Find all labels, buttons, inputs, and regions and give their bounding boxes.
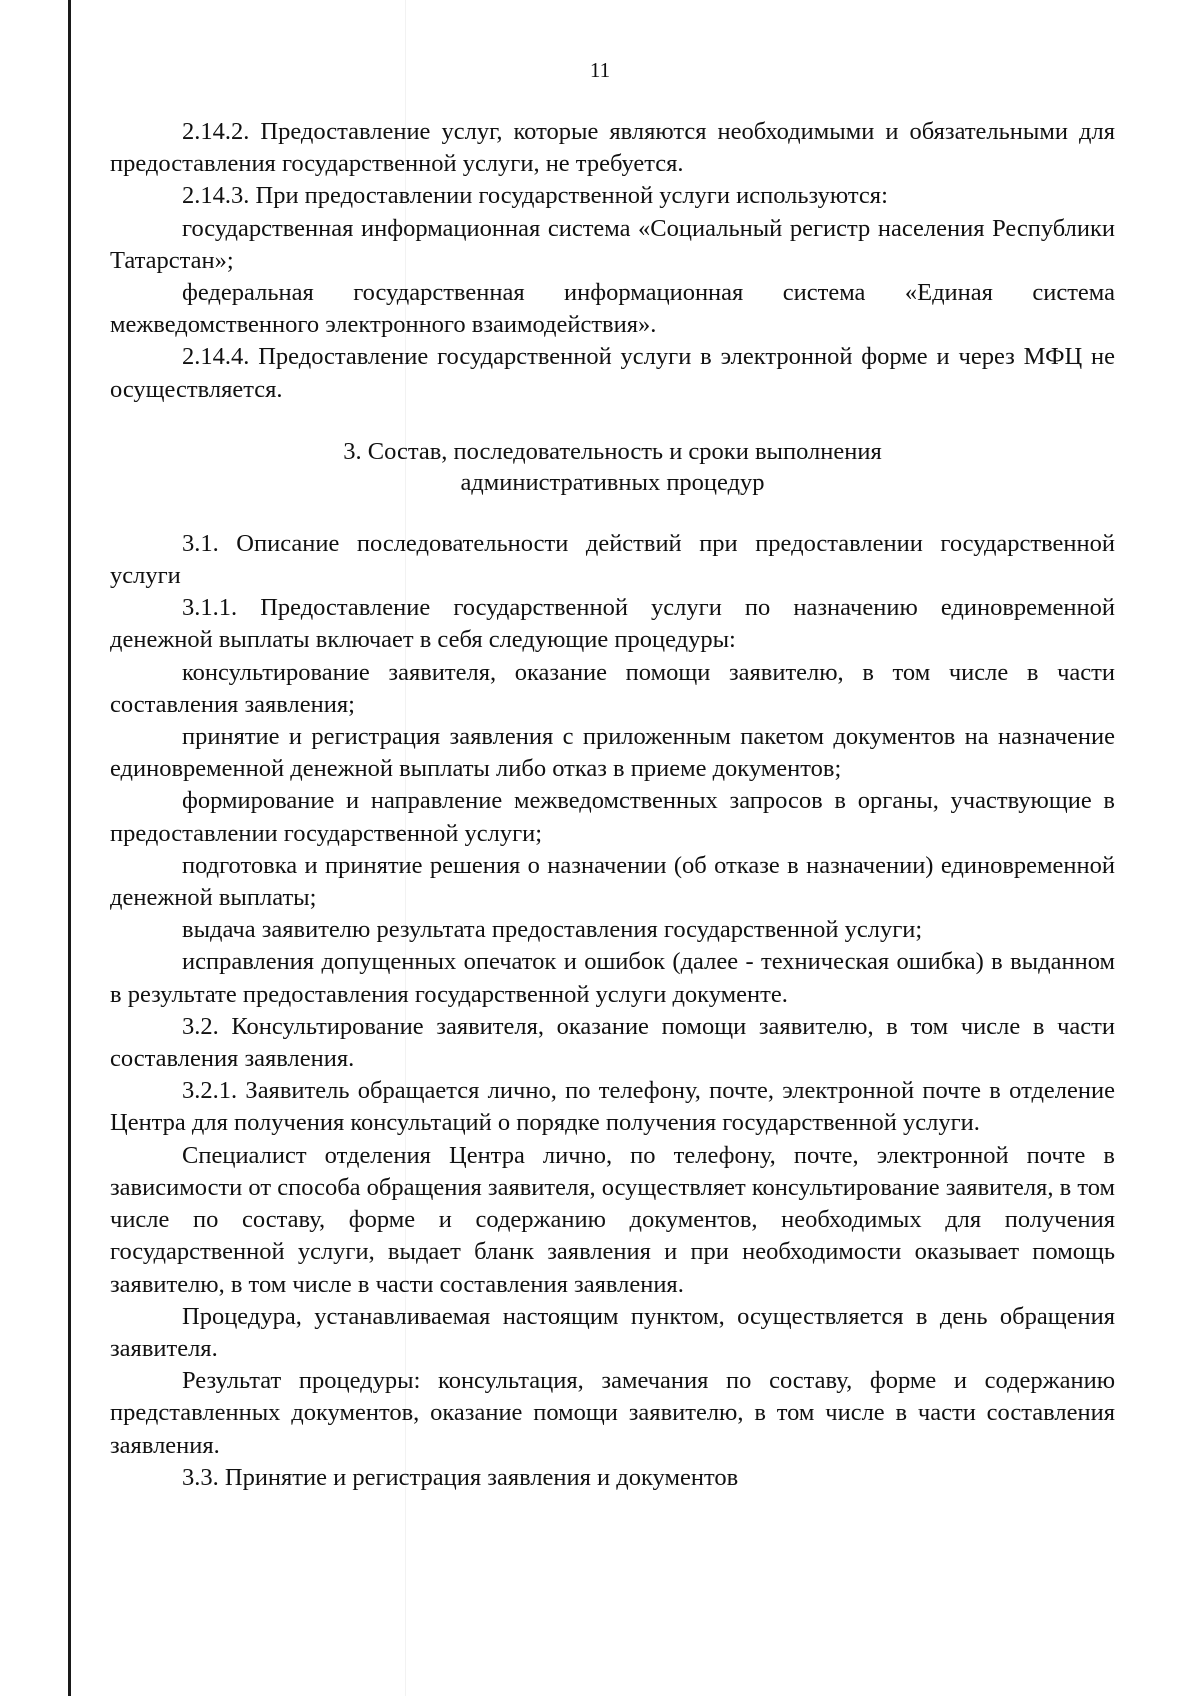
section-3-heading-line1: 3. Состав, последовательность и сроки выполнения (343, 437, 882, 465)
scan-left-border (68, 0, 71, 1696)
procedure-item-corrections: исправления допущенных опечаток и ошибок (далее - техническая ошибка) в выданном в результате предоставления государственной услуги документе. (110, 948, 1115, 1008)
paragraph-2-14-2: 2.14.2. Предоставление услуг, которые являются необходимыми и обязательными для предоставления государственной услуги, не требуется. (110, 118, 1115, 178)
paragraph-social-register: государственная информационная система «Социальный регистр населения Республики Татарстан»; (110, 214, 1115, 274)
paragraph-3-2-1: 3.2.1. Заявитель обращается лично, по телефону, почте, электронной почте в отделение Центра для получения консультаций о порядке получения государственной услуги. (110, 1077, 1115, 1137)
paragraph-federal-system: федеральная государственная информационная система «Единая система межведомственного электронного взаимодействия». (110, 279, 1115, 339)
paragraph-procedure-timing: Процедура, устанавливаемая настоящим пунктом, осуществляется в день обращения заявителя. (110, 1302, 1115, 1362)
paragraph-3-1: 3.1. Описание последовательности действий при предоставлении государственной услуги (110, 529, 1115, 590)
document-body (110, 116, 1115, 1494)
procedure-item-issuance: выдача заявителю результата предоставления государственной услуги; (182, 916, 923, 944)
paragraph-3-2: 3.2. Консультирование заявителя, оказание помощи заявителю, в том числе в части составления заявления. (110, 1012, 1115, 1073)
page-number: 11 (589, 58, 611, 82)
procedure-item-registration: принятие и регистрация заявления с приложенным пакетом документов на назначение единовременной денежной выплаты либо отказ в приеме документов; (110, 723, 1115, 783)
paragraph-3-3: 3.3. Принятие и регистрация заявления и документов (182, 1463, 739, 1491)
section-3-heading (110, 436, 1115, 498)
paragraph-2-14-4: 2.14.4. Предоставление государственной услуги в электронной форме и через МФЦ не осуществляется. (110, 343, 1115, 403)
paragraph-3-1-1: 3.1.1. Предоставление государственной услуги по назначению единовременной денежной выплаты включает в себя следующие процедуры: (110, 594, 1115, 654)
procedure-item-requests: формирование и направление межведомственных запросов в органы, участвующие в предоставлении государственной услуги; (110, 787, 1115, 847)
paragraph-2-14-3: 2.14.3. При предоставлении государственной услуги используются: (182, 182, 888, 210)
paragraph-specialist: Специалист отделения Центра лично, по телефону, почте, электронной почте в зависимости от способа обращения заявителя, осуществляет консультирование заявителя, в том числе по составу, форме и содержанию документов, необходимых для получения государственной услуги, выдает бланк заявления и при необходимости оказывает помощь заявителю, в том числе в части составления заявления. (110, 1141, 1115, 1298)
paragraph-procedure-result: Результат процедуры: консультация, замечания по составу, форме и содержанию представленных документов, оказание помощи заявителю, в том числе в части составления заявления. (110, 1367, 1115, 1459)
procedure-item-decision: подготовка и принятие решения о назначении (об отказе в назначении) единовременной денежной выплаты; (110, 851, 1115, 912)
section-3-heading-line2: административных процедур (460, 468, 765, 496)
procedure-item-consulting: консультирование заявителя, оказание помощи заявителю, в том числе в части составления заявления; (110, 658, 1115, 718)
